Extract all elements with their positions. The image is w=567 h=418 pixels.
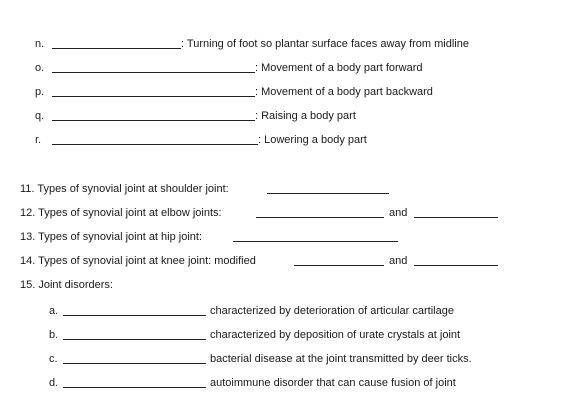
item-definition: : Lowering a body part [258,134,367,146]
question-13: 13. Types of synovial joint at hip joint: [20,231,203,243]
item-definition: : Turning of foot so plantar surface faces away from midline [181,38,469,50]
disorder-letter: a. [49,305,59,317]
item-letter: r. [35,134,42,146]
disorder-letter: b. [49,329,59,341]
answer-blank[interactable] [63,363,206,364]
item-letter: p. [35,86,45,98]
answer-blank[interactable] [52,144,258,145]
answer-blank[interactable] [52,96,255,97]
item-definition: : Movement of a body part forward [255,62,423,74]
answer-blank[interactable] [294,265,384,266]
answer-blank[interactable] [63,315,206,316]
disorder-letter: c. [49,353,58,365]
answer-blank[interactable] [414,217,498,218]
answer-blank[interactable] [52,48,181,49]
item-definition: : Movement of a body part backward [255,86,433,98]
answer-blank[interactable] [52,72,255,73]
question-12: 12. Types of synovial joint at elbow joints: [20,207,222,219]
item-letter: q. [35,110,45,122]
and-label: and [389,255,408,267]
disorder-letter: d. [49,377,59,389]
disorder-definition: characterized by deposition of urate crystals at joint [210,329,461,341]
question-15: 15. Joint disorders: [20,279,113,291]
answer-blank[interactable] [414,265,498,266]
answer-blank[interactable] [267,193,389,194]
question-11: 11. Types of synovial joint at shoulder joint: [20,183,229,195]
answer-blank[interactable] [63,387,206,388]
answer-blank[interactable] [256,217,384,218]
item-definition: : Raising a body part [255,110,356,122]
question-14: 14. Types of synovial joint at knee joint: modified [20,255,256,267]
item-letter: o. [35,62,45,74]
disorder-definition: characterized by deterioration of articular cartilage [210,305,454,317]
item-letter: n. [35,38,45,50]
answer-blank[interactable] [63,339,206,340]
disorder-definition: autoimmune disorder that can cause fusion of joint [210,377,456,389]
answer-blank[interactable] [233,241,398,242]
answer-blank[interactable] [52,120,255,121]
disorder-definition: bacterial disease at the joint transmitted by deer ticks. [210,353,472,365]
and-label: and [389,207,408,219]
